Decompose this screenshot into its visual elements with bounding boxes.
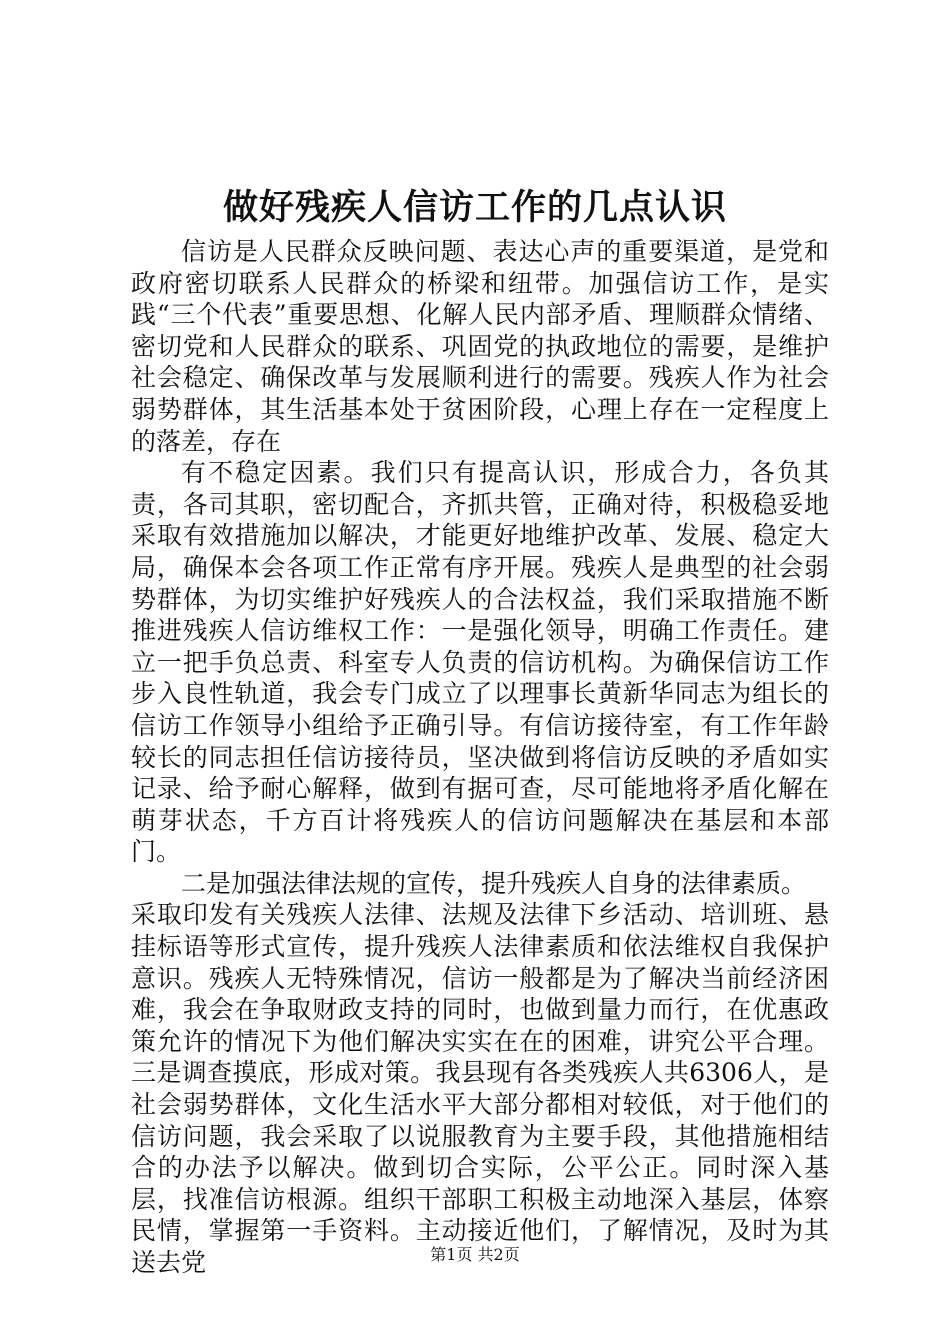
document-title: 做好残疾人信访工作的几点认识: [222, 187, 727, 228]
paragraph-intro: 信访是人民群众反映问题、表达心声的重要渠道，是党和政府密切联系人民群众的桥梁和纽带。加强信访工作，是实践“三个代表”重要思想、化解人民内部矛盾、理顺群众情绪、密切党和人民群众的联系、巩固党的执政地位的需要，是维护社会稳定、确保改革与发展顺利进行的需要。残疾人作为社会弱势群体，其生活基本处于贫困阶段，心理上存在一定程度上的落差，存在: [131, 237, 829, 456]
paragraph-measures: 有不稳定因素。我们只有提高认识，形成合力，各负其责，各司其职，密切配合，齐抓共管，正确对待，积极稳妥地采取有效措施加以解决，才能更好地维护改革、发展、稳定大局，确保本会各项工作正常有序开展。残疾人是典型的社会弱势群体，为切实维护好残疾人的合法权益，我们采取措施不断推进残疾人信访维权工作：一是强化领导，明确工作责任。建立一把手负总责、科室专人负责的信访机构。为确保信访工作步入良性轨道，我会专门成立了以理事长黄新华同志为组长的信访工作领导小组给予正确引导。有信访接待室，有工作年龄较长的同志担任信访接待员，坚决做到将信访反映的矛盾如实记录、给予耐心解释，做到有据可查，尽可能地将矛盾化解在萌芽状态，千方百计将残疾人的信访问题解决在基层和本部门。: [131, 458, 829, 867]
document-body: [131, 236, 829, 1279]
paragraph-law-detail: 采取印发有关残疾人法律、法规及法律下乡活动、培训班、悬挂标语等形式宣传，提升残疾人法律素质和依法维权自我保护意识。残疾人无特殊情况，信访一般都是为了解决当前经济困难，我会在争取财政支持的同时，也做到量力而行，在优惠政策允许的情况下为他们解决实实在在的困难，讲究公平合理。三是调查摸底，形成对策。我县现有各类残疾人共6306人，是社会弱势群体，文化生活水平大部分都相对较低，对于他们的信访问题，我会采取了以说服教育为主要手段，其他措施相结合的办法予以解决。做到切合实际，公平公正。同时深入基层，找准信访根源。组织干部职工积极主动地深入基层，体察民情，掌握第一手资料。主动接近他们，了解情况，及时为其送去党: [131, 900, 829, 1277]
paragraph-law-heading: 二是加强法律法规的宣传，提升残疾人自身的法律素质。: [181, 868, 807, 898]
page-footer: 第1页 共2页: [430, 1245, 520, 1264]
